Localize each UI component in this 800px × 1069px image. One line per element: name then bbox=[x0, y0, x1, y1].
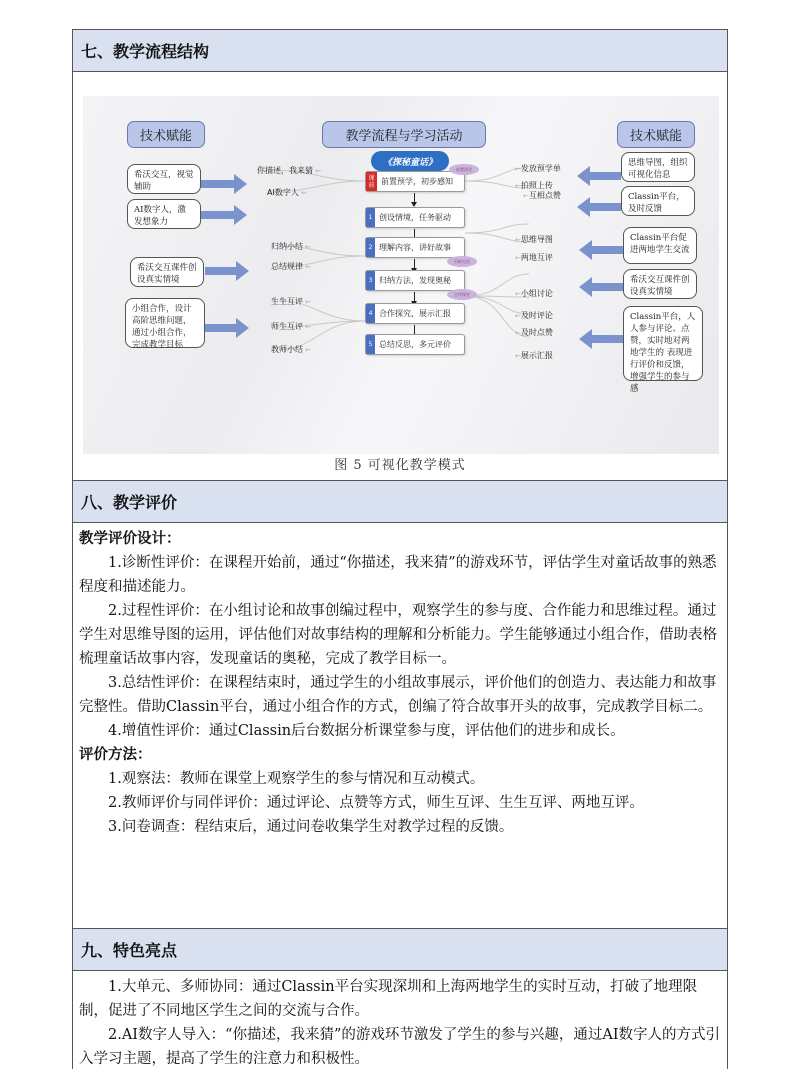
left-box-group-work: 小组合作，设计高阶思维问题，通过小组合作，完成教学目标 bbox=[125, 298, 205, 348]
leaf-two-city-review: ← 两地互评 bbox=[515, 252, 553, 264]
highlight-item: 2.AI数字人导入：“你描述，我来猜”的游戏环节激发了学生的参与兴趣，通过AI数字人的方式引入学习主题，提高了学生的注意力和积极性。 bbox=[79, 1027, 721, 1067]
arrow-left-icon bbox=[577, 168, 621, 184]
left-box-seewo-visual: 希沃交互，视觉辅助 bbox=[127, 164, 201, 194]
arrow-right-icon bbox=[201, 207, 247, 223]
leaf-presentation: ← 展示汇报 bbox=[515, 350, 553, 362]
highlight-item: 1.大单元、多师协同：通过Classin平台实现深圳和上海两地学生的实时互动，打破了地理限制，促进了不同地区学生之间的交流与合作。 bbox=[79, 979, 698, 1019]
evaluation-design-item: 3.总结性评价：在课程结束时，通过学生的小组故事展示，评价他们的创造力、表达能力和故事完整性。借助Classin平台，通过小组合作的方式，创编了符合故事开头的故事，完成教学目标二。 bbox=[79, 675, 717, 715]
evaluation-design-item: 1.诊断性评价：在课程开始前，通过“你描述，我来猜”的游戏环节，评估学生对童话故事的熟悉程度和描述能力。 bbox=[79, 555, 717, 595]
right-box-mind-map: 思维导图，组织可视化信息 bbox=[621, 152, 695, 182]
step-2: 2 理解内容，讲好故事 bbox=[365, 237, 465, 258]
arrow-right-icon bbox=[205, 263, 249, 279]
section-header-evaluation: 八、教学评价 bbox=[73, 481, 727, 523]
left-tech-header: 技术赋能 bbox=[127, 121, 205, 148]
leaf-summarize: 归纳小结 ← bbox=[271, 241, 311, 253]
evaluation-method-heading: 评价方法： bbox=[79, 747, 152, 763]
right-box-classin-participation: Classin平台，人人参与评论、点赞，实时地对两地学生的 表现进行评价和反馈，增强学生的参与感 bbox=[623, 306, 703, 381]
leaf-rules: 总结规律 ← bbox=[271, 261, 311, 273]
leaf-teacher-summary: 教师小结 ← bbox=[271, 344, 311, 356]
evaluation-design-item: 2.过程性评价：在小组讨论和故事创编过程中，观察学生的参与度、合作能力和思维过程。通过学生对思维导图的运用，评估他们对故事结构的理解和分析能力。学生能够通过小组合作，借助表格梳理童话故事内容，发现童话的奥秘，完成了教学目标一。 bbox=[79, 603, 717, 667]
lesson-plan-table bbox=[72, 29, 728, 1069]
section-header-highlights: 九、特色亮点 bbox=[73, 929, 727, 971]
leaf-peer-review: 生生互评 ← bbox=[271, 296, 311, 308]
evaluation-method-item: 3.问卷调查：程结束后，通过问卷收集学生对教学过程的反馈。 bbox=[108, 819, 514, 835]
cloud-tag-method: 归纳方法 bbox=[447, 256, 477, 267]
section-header-teaching-flow: 七、教学流程结构 bbox=[73, 30, 727, 72]
left-box-seewo-courseware: 希沃交互课件创设真实情境 bbox=[130, 257, 204, 287]
left-box-ai-avatar: AI数字人，激发想象力 bbox=[127, 199, 201, 229]
evaluation-method-item: 1.观察法：教师在课堂上观察学生的参与情况和互动模式。 bbox=[108, 771, 485, 787]
arrow-right-icon bbox=[205, 320, 249, 336]
leaf-group-discussion: ← 小组讨论 bbox=[515, 288, 553, 300]
step-4: 4 合作探究，展示汇报 bbox=[365, 303, 465, 324]
leaf-ai-avatar: AI数字人 ← bbox=[267, 187, 307, 199]
right-tech-header: 技术赋能 bbox=[617, 121, 695, 148]
leaf-teacher-student-review: 师生互评 ← bbox=[271, 321, 311, 333]
section-body-highlights bbox=[73, 971, 727, 1069]
right-box-classin-exchange: Classin平台促进两地学生交流 bbox=[623, 227, 697, 264]
lesson-title-cloud: 《探秘童话》 bbox=[371, 151, 449, 171]
leaf-timely-like: ← 及时点赞 bbox=[515, 327, 553, 339]
leaf-timely-comment: ← 及时评论 bbox=[515, 310, 553, 322]
visual-teaching-diagram bbox=[83, 96, 719, 454]
evaluation-design-heading: 教学评价设计： bbox=[79, 531, 181, 547]
arrow-down-icon bbox=[414, 193, 415, 205]
section-body-teaching-flow bbox=[73, 72, 727, 481]
arrow-left-icon bbox=[579, 331, 623, 347]
cloud-tag-preclass: 前置预学 bbox=[449, 164, 479, 175]
arrow-left-icon bbox=[579, 279, 623, 295]
right-box-seewo-courseware: 希沃交互课件创设真实情境 bbox=[623, 269, 697, 299]
step-preclass: 课前 前置预学，初步感知 bbox=[365, 171, 465, 192]
right-box-classin-feedback: Classin平台，及时反馈 bbox=[621, 186, 695, 216]
leaf-you-describe: 你描述，我来猜 ← bbox=[257, 165, 321, 177]
arrow-right-icon bbox=[201, 176, 247, 192]
cloud-tag-explore: 合作探究 bbox=[447, 289, 477, 300]
arrow-left-icon bbox=[577, 199, 621, 215]
figure-caption: 图 5 可视化教学模式 bbox=[334, 458, 466, 473]
step-1: 1 创设情境，任务驱动 bbox=[365, 207, 465, 228]
arrow-left-icon bbox=[579, 242, 623, 258]
evaluation-design-item: 4.增值性评价：通过Classin后台数据分析课堂参与度，评估他们的进步和成长。 bbox=[108, 723, 625, 739]
leaf-mind-map: ← 思维导图 bbox=[515, 234, 553, 246]
leaf-distribute-sheet: ← 发放预学单 bbox=[515, 163, 561, 175]
leaf-photo-upload: ← 拍照上传 bbox=[515, 180, 553, 192]
step-3: 3 归纳方法，发现奥秘 bbox=[365, 270, 465, 291]
center-flow-header: 教学流程与学习活动 bbox=[322, 121, 486, 148]
section-body-evaluation bbox=[73, 523, 727, 929]
evaluation-method-item: 2.教师评价与同伴评价：通过评论、点赞等方式，师生互评、生生互评、两地互评。 bbox=[108, 795, 644, 811]
leaf-mutual-like: ← 互相点赞 bbox=[523, 190, 561, 202]
step-5: 5 总结反思，多元评价 bbox=[365, 334, 465, 355]
